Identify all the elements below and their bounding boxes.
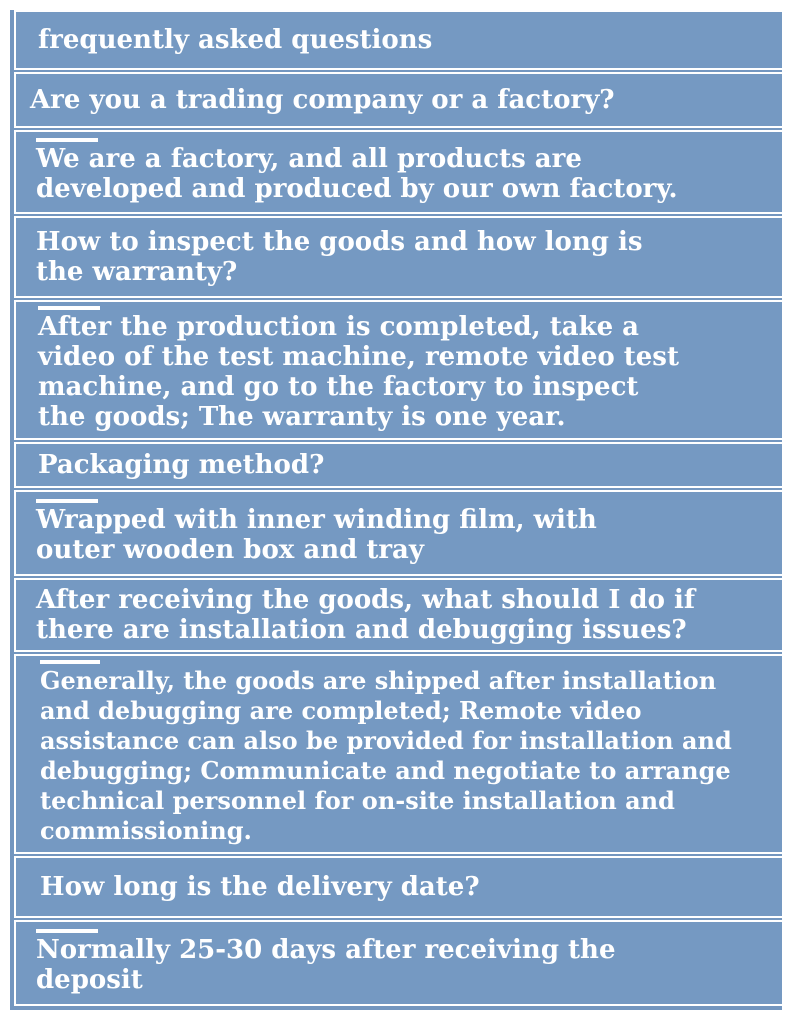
answer-text: Generally, the goods are shipped after installation and debugging are completed; Remote video assistance can also be provided for installation and debugging; Communicate and negotiate to arrange technical personnel for on-site installation and commissioning. [40, 666, 732, 845]
faq-title: frequently asked questions [38, 25, 433, 55]
answer-text: Normally 25-30 days after receiving the deposit [36, 935, 616, 995]
dash-marker [36, 929, 98, 933]
faq-title-row [14, 10, 784, 70]
faq-question-5 [14, 856, 784, 918]
answer-text: Wrapped with inner winding film, with outer wooden box and tray [36, 505, 597, 565]
faq-question-4 [14, 578, 784, 652]
faq-question-2 [14, 216, 784, 298]
faq-question-3 [14, 442, 784, 488]
faq-answer-1 [14, 130, 784, 214]
answer-text: After the production is completed, take a video of the test machine, remote video test machine, and go to the factory to inspect the goods; The warranty is one year. [38, 312, 679, 432]
dash-marker [36, 138, 98, 142]
answer-text: We are a factory, and all products are developed and produced by our own factory. [36, 144, 678, 204]
faq-answer-3 [14, 490, 784, 576]
faq-question-1 [14, 72, 784, 128]
question-text: How long is the delivery date? [40, 872, 480, 902]
question-text: Packaging method? [38, 450, 325, 480]
question-text: Are you a trading company or a factory? [30, 85, 615, 115]
question-text: After receiving the goods, what should I do if there are installation and debugging issues? [36, 585, 696, 645]
question-text: How to inspect the goods and how long is the warranty? [36, 227, 643, 287]
dash-marker [40, 660, 100, 664]
faq-answer-5 [14, 920, 784, 1006]
faq-answer-4 [14, 654, 784, 854]
dash-marker [36, 499, 98, 503]
dash-marker [38, 306, 100, 310]
faq-answer-2 [14, 300, 784, 440]
